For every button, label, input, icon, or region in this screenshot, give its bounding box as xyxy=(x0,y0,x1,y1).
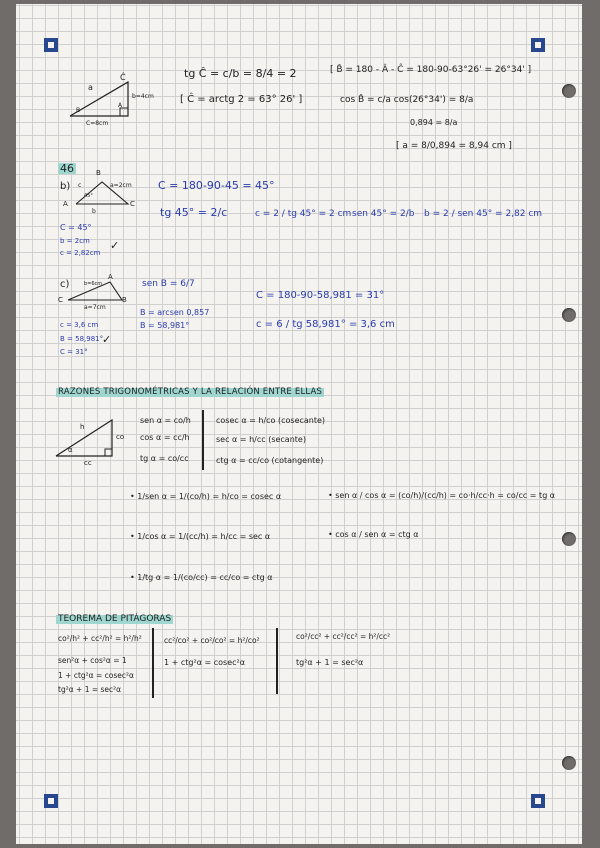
c-length-result: c = 6 / tg 58,981° = 3,6 cm xyxy=(256,319,395,330)
cos-def: cos α = cc/h xyxy=(140,433,190,442)
pythagoras-h-fractions: co²/h² + cc²/h² = h²/h² xyxy=(58,634,142,643)
cos-b-formula: cos B̂ = c/a cos(26°34') = 8/a xyxy=(340,95,474,105)
identity-ctg-cosec-2: 1 + ctg²α = cosec²α xyxy=(164,658,246,667)
part-c-label: c) xyxy=(60,279,70,290)
check-icon: ✓ xyxy=(102,333,112,346)
c-angle-calc-2: C = 180-90-58,981 = 31° xyxy=(256,290,385,301)
sen45-formula: sen 45° = 2/b xyxy=(352,209,415,219)
identity-cosec: • 1/sen α = 1/(co/h) = h/co = cosec α xyxy=(130,492,282,501)
b-arcsen: B = arcsen 0,857 xyxy=(140,308,210,317)
angle-label-c: Ĉ xyxy=(120,73,126,82)
binder-hole-icon xyxy=(562,308,576,322)
tri-c-side-a: a=7cm xyxy=(84,304,106,311)
section-title-pitagoras: TEOREMA DE PITÁGORAS xyxy=(58,614,172,624)
tri-h: h xyxy=(80,423,85,431)
reference-triangle-diagram xyxy=(54,414,124,464)
check-icon: ✓ xyxy=(110,239,120,252)
tri-cc: cc xyxy=(84,459,92,467)
identity-tg-sec: tg²α + 1 = sec²α xyxy=(58,685,122,694)
tri-b-side-b: b xyxy=(92,208,96,215)
tri-c-vertex-b: B xyxy=(122,296,127,304)
sec-def: sec α = h/cc (secante) xyxy=(216,435,306,444)
binder-hole-icon xyxy=(562,84,576,98)
b-angle-result: [ B̂ = 180 - Â - Ĉ = 180-90-63°26' = 26°34' ] xyxy=(330,65,532,75)
section-title-razones: RAZONES TRIGONOMÉTRICAS Y LA RELACIÓN ENTRE ELLAS xyxy=(58,387,323,397)
tg-c-formula: tg Ĉ = c/b = 8/4 = 2 xyxy=(184,67,297,80)
divider xyxy=(276,628,278,694)
b-value: b = 2 / sen 45° = 2,82 cm xyxy=(424,209,543,219)
tri-c-vertex-a: A xyxy=(108,273,113,281)
binder-hole-icon xyxy=(562,756,576,770)
right-triangle-diagram xyxy=(60,64,140,124)
tri-co: co xyxy=(116,433,125,441)
tri-b-vertex-c: C xyxy=(130,200,135,208)
cosec-def: cosec α = h/co (cosecante) xyxy=(216,416,326,425)
identity-sec: • 1/cos α = 1/(cc/h) = h/cc = sec α xyxy=(130,532,271,541)
divider xyxy=(202,410,204,470)
identity-tg: • sen α / cos α = (co/h)/(cc/h) = co·h/cc·h = co/cc = tg α xyxy=(328,491,556,500)
pythagoras-co-fractions: cc²/co² + co²/co² = h²/co² xyxy=(164,636,260,645)
tri-b-side-a: a=2cm xyxy=(110,182,132,189)
identity-ctg-ratio: • cos α / sen α = ctg α xyxy=(328,530,419,539)
identity-ctg: • 1/tg α = 1/(co/cc) = cc/co = ctg α xyxy=(130,573,273,582)
tg-def: tg α = co/cc xyxy=(140,454,189,463)
tri-b-vertex-b: B xyxy=(96,169,101,177)
part-b-label: b) xyxy=(60,181,71,192)
tri-alpha: α xyxy=(68,446,73,454)
side-label-c: C=8cm xyxy=(86,120,109,127)
binder-hole-icon xyxy=(562,532,576,546)
corner-mark-top-left-icon xyxy=(44,38,58,52)
tri-b-angle: 45° xyxy=(84,193,93,199)
cos-value: 0,894 = 8/a xyxy=(410,118,458,127)
result-b: b = 2cm xyxy=(60,237,90,245)
result-c-angle-2: C = 31° xyxy=(60,348,88,356)
a-result: [ a = 8/0,894 = 8,94 cm ] xyxy=(396,141,512,151)
sen-b-formula: sen B = 6/7 xyxy=(142,279,195,289)
sen-def: sen α = co/h xyxy=(140,416,191,425)
problem-number: 46 xyxy=(60,162,74,175)
result-c: c = 2,82cm xyxy=(60,249,101,257)
tri-b-side-c: c xyxy=(78,182,82,189)
identity-tg-sec-2: tg²α + 1 = sec²α xyxy=(296,658,364,667)
angle-label-b: B xyxy=(76,107,81,114)
result-c-length: c = 3,6 cm xyxy=(60,321,99,329)
tg45-formula: tg 45° = 2/c xyxy=(160,206,228,219)
side-label-b: b=4cm xyxy=(132,93,154,100)
b-degrees: B = 58,981° xyxy=(140,321,190,330)
identity-sin-cos: sen²α + cos²α = 1 xyxy=(58,656,127,665)
divider xyxy=(152,628,154,698)
result-b-angle: B = 58,981° xyxy=(60,335,104,343)
side-label-a: a xyxy=(88,83,93,92)
pythagoras-cc-fractions: co²/cc² + cc²/cc² = h²/cc² xyxy=(296,632,391,641)
tri-c-side-b: b=6cm xyxy=(84,281,103,287)
angle-label-a: A xyxy=(118,102,123,109)
c-arctg-result: [ Ĉ = arctg 2 = 63° 26' ] xyxy=(180,94,303,105)
tri-b-vertex-a: A xyxy=(63,200,68,208)
identity-ctg-cosec: 1 + ctg²α = cosec²α xyxy=(58,671,134,680)
corner-mark-top-right-icon xyxy=(531,38,545,52)
c-value: c = 2 / tg 45° = 2 cm xyxy=(255,209,352,219)
corner-mark-bottom-right-icon xyxy=(531,794,545,808)
c-angle-calc: C = 180-90-45 = 45° xyxy=(158,179,275,192)
tri-c-vertex-c: C xyxy=(58,296,63,304)
corner-mark-bottom-left-icon xyxy=(44,794,58,808)
ctg-def: ctg α = cc/co (cotangente) xyxy=(216,456,324,465)
result-c-angle: C = 45° xyxy=(60,223,92,232)
